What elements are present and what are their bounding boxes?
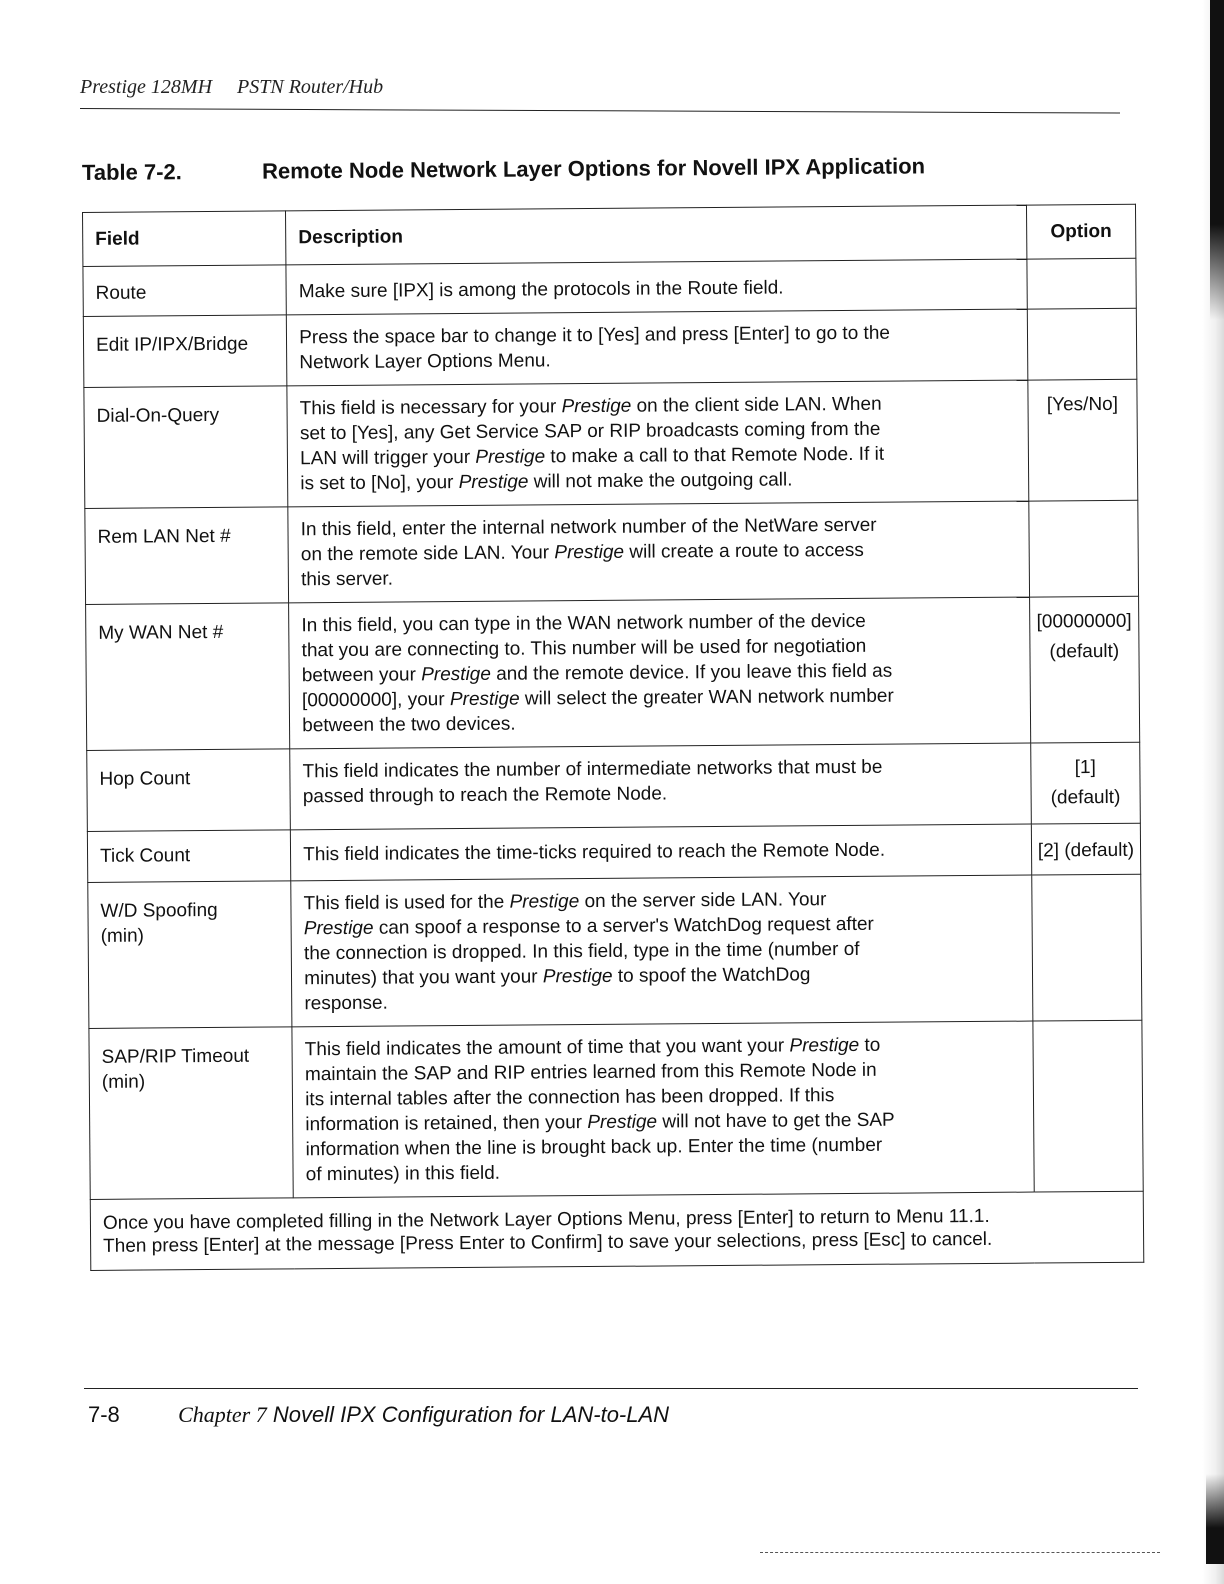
chapter-label: Chapter 7 xyxy=(178,1402,267,1427)
cell-description xyxy=(290,743,1031,830)
table-row xyxy=(88,874,1142,1028)
cell-option xyxy=(1030,742,1140,824)
description-text: In this field, you can type in the WAN network number of the device xyxy=(301,610,866,637)
product-name-emphasis: Prestige xyxy=(542,965,613,988)
description-text: Press the space bar to change it to [Yes] and press [Enter] to go to the xyxy=(299,322,891,349)
cell-description xyxy=(287,380,1029,507)
running-header xyxy=(80,76,383,99)
table-caption xyxy=(82,153,925,186)
cell-description xyxy=(288,501,1029,603)
cell-field xyxy=(84,386,288,509)
table-row xyxy=(87,742,1141,831)
field-name-line: SAP/RIP Timeout xyxy=(101,1045,250,1068)
table-caption-title: Remote Node Network Layer Options for Novell IPX Application xyxy=(262,153,926,184)
product-name-emphasis: Prestige xyxy=(458,471,529,494)
table-body xyxy=(83,258,1143,1199)
product-name-emphasis: Prestige xyxy=(561,395,632,418)
description-text: LAN will trigger your xyxy=(300,446,476,470)
description-text: In this field, enter the internal network number of the NetWare server xyxy=(300,514,877,541)
description-text: this server. xyxy=(300,568,394,591)
table-row xyxy=(86,596,1140,750)
cell-field xyxy=(83,315,287,388)
description-text: will not make the outgoing call. xyxy=(528,469,793,493)
description-text: [00000000], your xyxy=(301,689,450,712)
cell-description xyxy=(289,597,1031,749)
product-name-emphasis: Prestige xyxy=(303,917,374,940)
description-line xyxy=(299,345,1015,376)
cell-description xyxy=(291,875,1033,1027)
description-line xyxy=(300,466,1016,497)
description-text: and the remote device. If you leave this field as xyxy=(490,660,893,685)
option-value-line: (default) xyxy=(1050,786,1121,809)
cell-option xyxy=(1027,308,1137,380)
description-text: set to [Yes], any Get Service SAP or RIP broadcasts coming from the xyxy=(299,418,881,445)
cell-description xyxy=(292,1021,1034,1198)
cell-description xyxy=(286,259,1027,315)
description-text: maintain the SAP and RIP entries learned from this Remote Node in xyxy=(304,1059,877,1086)
cell-option xyxy=(1028,379,1138,501)
product-name-emphasis: Prestige xyxy=(789,1034,860,1057)
description-text: This field indicates the number of intermediate networks that must be xyxy=(302,756,883,783)
description-text: its internal tables after the connection has been dropped. If this xyxy=(305,1085,835,1111)
product-name-emphasis: Prestige xyxy=(421,663,491,686)
table-note-row xyxy=(90,1191,1144,1270)
option-value-line: [00000000] xyxy=(1036,610,1132,633)
table-row xyxy=(89,1020,1143,1199)
field-name-line: Edit IP/IPX/Bridge xyxy=(95,333,249,356)
description-text: to make a call to that Remote Node. If it xyxy=(545,443,885,468)
description-text: will create a route to access xyxy=(623,539,864,563)
description-text: between your xyxy=(301,664,422,687)
description-text: minutes) that you want your xyxy=(304,966,543,990)
cell-field xyxy=(85,507,289,605)
field-name-line: Rem LAN Net # xyxy=(97,525,231,548)
table-row xyxy=(87,823,1140,882)
description-line xyxy=(303,837,1019,868)
running-header-subtitle: PSTN Router/Hub xyxy=(237,76,384,98)
description-text: This field indicates the amount of time that you want your xyxy=(304,1035,790,1061)
table-row xyxy=(83,308,1137,387)
description-text: information when the line is brought back up. Enter the time (number xyxy=(305,1134,883,1161)
description-text: on the remote side LAN. Your xyxy=(300,542,555,566)
table-row xyxy=(84,379,1138,508)
cell-field xyxy=(83,265,287,317)
description-line xyxy=(306,1157,1022,1188)
description-text: on the server side LAN. Your xyxy=(579,889,827,913)
header-field: Field xyxy=(83,211,287,267)
cell-field xyxy=(87,830,291,883)
description-line xyxy=(299,274,1015,305)
cell-option xyxy=(1029,596,1139,743)
description-text: response. xyxy=(304,992,388,1015)
option-value-line: [2] (default) xyxy=(1037,839,1135,862)
scan-edge-dark-bottom xyxy=(1206,1474,1224,1564)
description-text: is set to [No], your xyxy=(300,472,459,495)
field-name-line: W/D Spoofing xyxy=(100,899,218,922)
scan-edge-dark-top xyxy=(1210,0,1224,320)
cell-field xyxy=(88,881,292,1029)
table-caption-number: Table 7-2. xyxy=(81,159,182,185)
field-name-line: Tick Count xyxy=(99,845,191,867)
description-line xyxy=(302,708,1018,739)
table-note-line: Once you have completed filling in the Network Layer Options Menu, press [Enter] to return to Menu 11.1. xyxy=(102,1205,990,1234)
option-value-line: [Yes/No] xyxy=(1046,393,1119,416)
description-text: of minutes) in this field. xyxy=(305,1162,501,1186)
scan-edge-shadow xyxy=(1202,0,1224,1584)
cell-field xyxy=(89,1027,294,1200)
cell-description xyxy=(286,309,1027,386)
table-note xyxy=(90,1191,1144,1270)
description-line xyxy=(303,779,1019,810)
field-name-line: Dial-On-Query xyxy=(96,404,220,427)
description-text: to spoof the WatchDog xyxy=(612,964,811,987)
description-text: the connection is dropped. In this field, type in the time (number of xyxy=(303,938,860,965)
footer-rule xyxy=(84,1388,1138,1389)
options-table xyxy=(82,204,1144,1271)
page-footer xyxy=(88,1402,669,1428)
cell-option xyxy=(1031,823,1141,875)
field-name-line: (min) xyxy=(101,1071,146,1093)
description-text: information is retained, then your xyxy=(305,1112,588,1136)
description-text: that you are connecting to. This number will be used for negotiation xyxy=(301,635,867,662)
table-note-line: Then press [Enter] at the message [Press Enter to Confirm] to save your selections, press [Esc] to cancel. xyxy=(103,1228,993,1257)
options-table-container xyxy=(82,204,1144,1271)
product-name-emphasis: Prestige xyxy=(509,891,580,913)
product-name-emphasis: Prestige xyxy=(449,688,520,711)
product-name-emphasis: Prestige xyxy=(587,1111,658,1134)
scan-artifact-dash xyxy=(760,1552,1160,1553)
description-text: Network Layer Options Menu. xyxy=(299,350,551,374)
description-text: on the client side LAN. When xyxy=(631,393,882,417)
header-rule xyxy=(80,108,1120,114)
product-name-emphasis: Prestige xyxy=(475,446,546,468)
description-text: This field is necessary for your xyxy=(299,396,562,420)
description-text: will not have to get the SAP xyxy=(656,1109,895,1133)
running-header-product: Prestige 128MH xyxy=(80,76,213,98)
description-text: This field is used for the xyxy=(303,891,510,915)
field-name-line: My WAN Net # xyxy=(98,621,224,644)
description-text: to xyxy=(859,1034,881,1056)
table-row xyxy=(85,500,1139,604)
cell-option xyxy=(1032,874,1142,1021)
page-number: 7-8 xyxy=(88,1402,120,1427)
cell-option xyxy=(1027,258,1137,309)
description-text: This field indicates the time-ticks required to reach the Remote Node. xyxy=(303,839,886,866)
option-value-line: [1] xyxy=(1074,757,1096,779)
table-header-row xyxy=(83,204,1136,266)
cell-description xyxy=(291,824,1032,881)
cell-option xyxy=(1029,500,1139,597)
header-description: Description xyxy=(286,205,1027,265)
description-text: passed through to reach the Remote Node. xyxy=(302,783,668,808)
cell-field xyxy=(87,749,291,832)
field-name-line: (min) xyxy=(100,925,145,947)
field-name-line: Route xyxy=(95,282,147,304)
product-name-emphasis: Prestige xyxy=(554,541,625,564)
description-text: between the two devices. xyxy=(302,713,516,737)
header-option: Option xyxy=(1026,204,1136,259)
cell-field xyxy=(86,603,290,751)
description-text: Make sure [IPX] is among the protocols in the Route field. xyxy=(298,277,784,303)
table-row xyxy=(83,258,1136,316)
description-text: will select the greater WAN network number xyxy=(519,685,894,710)
chapter-title: Novell IPX Configuration for LAN-to-LAN xyxy=(272,1402,670,1427)
cell-option xyxy=(1033,1020,1144,1192)
option-value-line: (default) xyxy=(1049,640,1120,663)
description-text: can spoof a response to a server's WatchDog request after xyxy=(373,913,874,939)
field-name-line: Hop Count xyxy=(99,768,191,790)
